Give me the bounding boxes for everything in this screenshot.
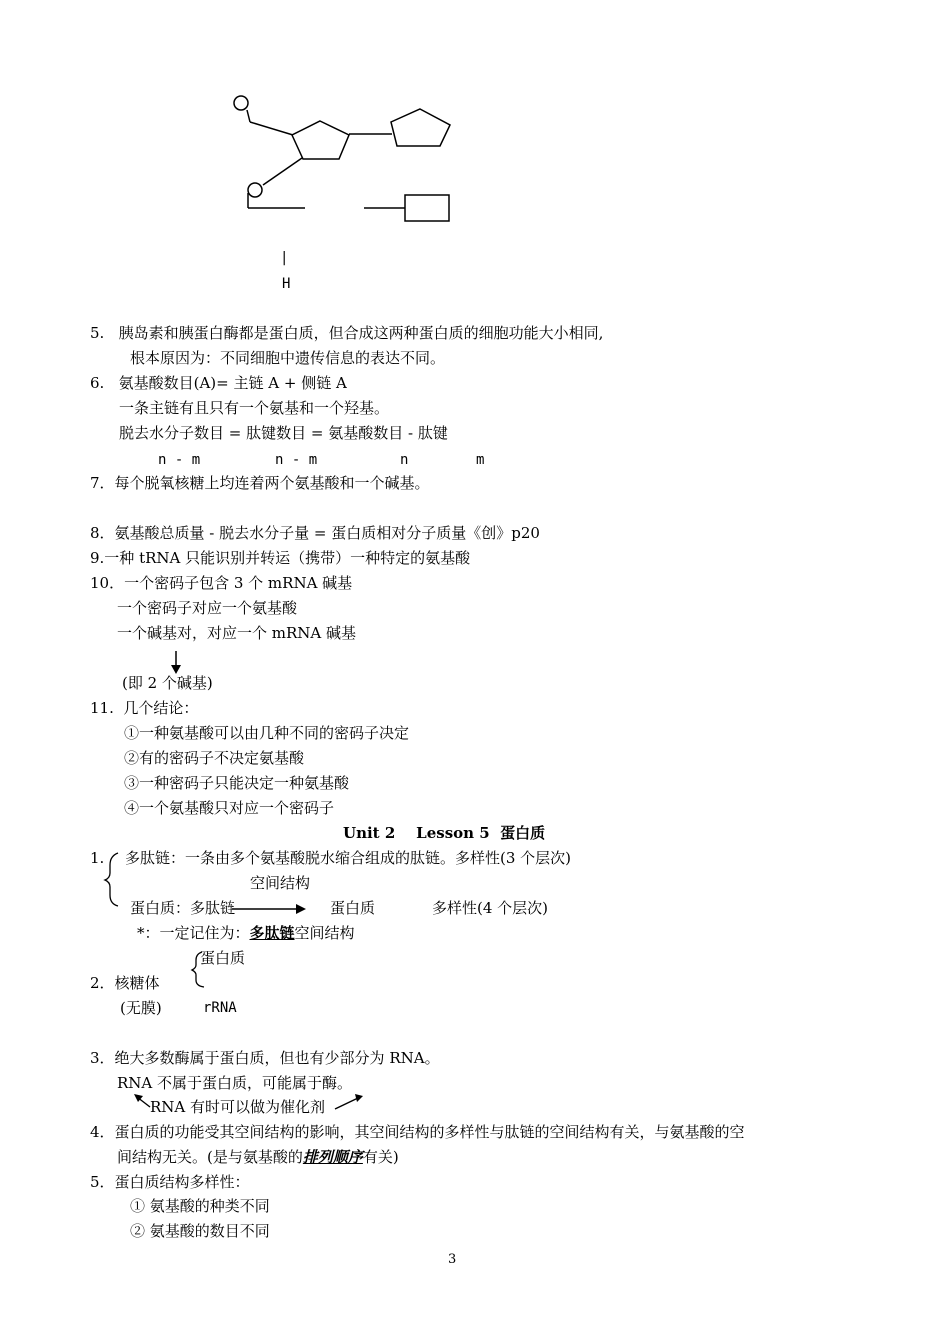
lesson-4-line-2	[117, 1147, 399, 1167]
phosphate-circle-top	[234, 96, 248, 110]
lesson-2-line-1: 2．核糖体	[90, 974, 160, 992]
phosphate-circle-bottom	[248, 183, 262, 197]
item-5-line-1: 5. 胰岛素和胰蛋白酶都是蛋白质，但合成这两种蛋白质的细胞功能大小相同,	[90, 324, 604, 342]
lesson-4-prefix: 间结构无关。(是与氨基酸的	[117, 1148, 303, 1166]
item-6-formula-3: n	[400, 452, 409, 468]
item-6-formula-1: n - m	[158, 452, 201, 468]
lesson-1-line-3a: 蛋白质：多肽链	[130, 899, 236, 917]
lesson-5-line-3: ② 氨基酸的数目不同	[130, 1222, 270, 1240]
lesson-2-line-2b: rRNA	[203, 1000, 237, 1016]
note-prefix: *：一定记住为：	[137, 924, 250, 942]
lesson-4-line-1: 4．蛋白质的功能受其空间结构的影响，其空间结构的多样性与肽链的空间结构有关，与氨基酸的空	[90, 1123, 745, 1141]
lesson-3-line-1: 3．绝大多数酶属于蛋白质，但也有少部分为 RNA。	[90, 1049, 440, 1067]
lesson-1-number: 1.	[90, 849, 105, 867]
item-10-line-4: (即 2 个碱基)	[122, 674, 213, 692]
sugar-pentagon	[292, 121, 349, 159]
item-6-line-1: 6. 氨基酸数目(A)= 主链 A + 侧链 A	[90, 374, 347, 392]
item-10-line-3: 一个碱基对，对应一个 mRNA 碱基	[117, 624, 357, 642]
vertical-bond-label: |	[280, 250, 289, 266]
lesson-4-suffix: 有关)	[362, 1148, 399, 1166]
item-6-formula-2: n - m	[275, 452, 318, 468]
item-6-formula-4: m	[476, 452, 485, 468]
item-7: 7．每个脱氧核糖上均连着两个氨基酸和一个碱基。	[90, 474, 430, 492]
lesson-2-brace-top: 蛋白质	[200, 949, 246, 967]
note-emphasis: 多肽链	[249, 924, 295, 942]
item-11-heading: 11. 几个结论：	[90, 699, 199, 717]
base-pentagon	[391, 109, 450, 146]
lesson-1-note	[137, 923, 355, 943]
item-6-line-3: 脱去水分子数目 = 肽键数目 = 氨基酸数目 - 肽键	[119, 424, 448, 442]
lesson-5-line-1: 5．蛋白质结构多样性：	[90, 1173, 250, 1191]
lesson-4-emphasis: 排列顺序	[302, 1148, 363, 1166]
lesson-3-line-2: RNA 不属于蛋白质，可能属于酶。	[117, 1074, 353, 1092]
base-rectangle	[405, 195, 449, 221]
item-11-conclusion-4: ④一个氨基酸只对应一个密码子	[124, 799, 335, 817]
bond-line	[247, 110, 250, 122]
section-title: Unit 2 Lesson 5 蛋白质	[343, 824, 546, 842]
item-11-conclusion-1: ①一种氨基酸可以由几种不同的密码子决定	[124, 724, 410, 742]
lesson-1-line-2: 空间结构	[250, 874, 311, 892]
lesson-1-line-3c: 多样性(4 个层次)	[432, 899, 549, 917]
item-11-conclusion-2: ②有的密码子不决定氨基酸	[124, 749, 305, 767]
hydrogen-label: H	[282, 276, 291, 292]
note-suffix: 空间结构	[294, 924, 355, 942]
item-8: 8．氨基酸总质量 - 脱去水分子量 = 蛋白质相对分子质量《创》p20	[90, 524, 540, 542]
bond-line	[263, 158, 302, 185]
lesson-5-line-2: ① 氨基酸的种类不同	[130, 1197, 270, 1215]
nucleotide-diagram	[0, 0, 950, 300]
lesson-3-line-3: RNA 有时可以做为催化剂	[150, 1098, 326, 1116]
bond-line	[250, 122, 293, 135]
item-5-line-2: 根本原因为：不同细胞中遗传信息的表达不同。	[130, 349, 446, 367]
item-10-line-2: 一个密码子对应一个氨基酸	[117, 599, 298, 617]
page-number: 3	[448, 1252, 457, 1267]
item-11-conclusion-3: ③一种密码子只能决定一种氨基酸	[124, 774, 350, 792]
lesson-1-line-1: 多肽链：一条由多个氨基酸脱水缩合组成的肽链。多样性(3 个层次)	[125, 849, 572, 867]
lesson-1-line-3b: 蛋白质	[330, 899, 376, 917]
item-9: 9.一种 tRNA 只能识别并转运（携带）一种特定的氨基酸	[90, 549, 471, 567]
lesson-2-line-2a: (无膜)	[120, 999, 162, 1017]
item-10-line-1: 10．一个密码子包含 3 个 mRNA 碱基	[90, 574, 353, 592]
item-6-line-2: 一条主链有且只有一个氨基和一个羟基。	[119, 399, 390, 417]
